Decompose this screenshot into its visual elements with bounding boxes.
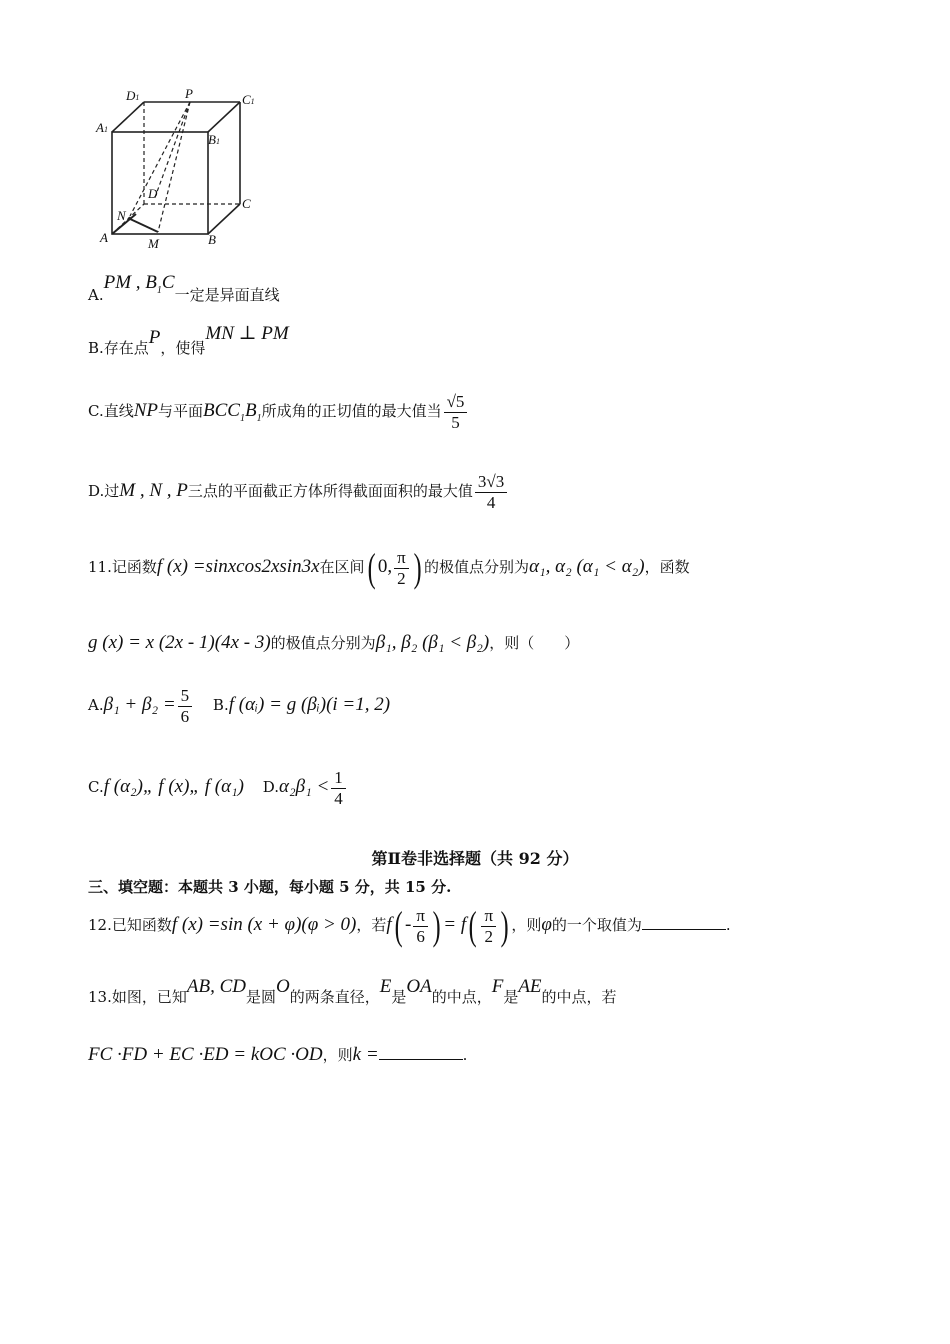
option-text: 一定是异面直线 — [174, 286, 280, 304]
q11-stem-line1: 11.记函数f (x) =sinxcos2xsin3x在区间( 0, $\frac{\pi}{2}$ ) 的极值点分别为α₁, α₂ (α₁ < α₂)，函数 — [88, 545, 690, 591]
option-math: P — [148, 327, 161, 348]
cube-top-right-edge — [208, 102, 240, 132]
label-B1: B1 — [208, 132, 220, 147]
q11-stem-line2: g (x) = x (2x - 1)(4x - 3)的极值点分别为β₁, β₂ (β₁ < β₂)，则（ ） — [88, 632, 580, 653]
label-B: B — [208, 232, 216, 247]
label-P: P — [185, 86, 193, 101]
cube-bottom-right-edge — [208, 204, 240, 234]
section-subtitle: 三、填空题：本题共 3 小题，每小题 5 分，共 15 分. — [88, 878, 452, 896]
label-C1: C1 — [242, 92, 255, 107]
label-A1: A1 — [96, 120, 108, 135]
option-label: A. — [88, 286, 104, 304]
q11-options-cd: C.f (α₂)„ f (x)„ f (α₁) D.α₂β₁ < $\frac{1}{4}$ — [88, 768, 348, 808]
option-label: C.直线 — [88, 402, 134, 421]
q10-option-c: C.直线NP与平面$BCC_1B_1$所成角的正切值的最大值当 $\frac{√5}{5}$ — [88, 392, 469, 432]
label-D1: D1 — [126, 88, 140, 103]
fraction: $\frac{√5}{5}$ — [444, 392, 468, 432]
answer-blank[interactable] — [642, 915, 726, 930]
label-N: N — [117, 208, 126, 223]
option-label: D.过 — [88, 482, 120, 501]
segment-PD — [154, 102, 190, 200]
label-C: C — [242, 196, 251, 211]
q10-option-a: A.PM , $B_1C$一定是异面直线 — [88, 272, 280, 304]
label-A: A — [100, 230, 108, 245]
segment-NM — [128, 218, 158, 232]
option-math: PM , B — [103, 272, 157, 293]
cube-figure — [86, 80, 278, 260]
q10-option-d: D.过M , N , P三点的平面截正方体所得截面面积的最大值 $\frac{3√3}{4}$ — [88, 472, 509, 512]
option-text: ，使得 — [160, 339, 206, 357]
section-title: 第Ⅱ卷非选择题（共 92 分） — [371, 849, 579, 868]
label-D: D — [148, 186, 158, 201]
label-M: M — [148, 236, 159, 251]
cube-top-left-edge — [112, 102, 144, 132]
q13-stem-line1: 13.如图，已知AB, CD是圆O的两条直径，E是OA的中点，F是AE的中点，若 — [88, 976, 617, 1006]
q11-options-ab: A.β₁ + β₂ = $\frac{5}{6}$ B.f (αᵢ) = g (βᵢ)(i =1, 2) — [88, 686, 391, 726]
option-math: MN ⊥ PM — [205, 323, 289, 344]
answer-blank[interactable] — [379, 1045, 463, 1060]
option-label: B.存在点 — [88, 339, 149, 357]
fraction: $\frac{3√3}{4}$ — [475, 472, 507, 512]
segment-PN — [130, 102, 190, 216]
q12-stem: 12.已知函数f (x) =sin (x + φ)(φ > 0)，若f( - $\frac{\pi}{6}$ ) = f( $\frac{\pi}{2}$ ) ，则φ的一个取值为 . — [88, 903, 731, 949]
q13-stem-line2: FC ·FD + EC ·ED = kOC ·OD，则k = . — [88, 1044, 468, 1065]
segment-PM — [158, 102, 190, 232]
q10-option-b — [88, 323, 289, 359]
